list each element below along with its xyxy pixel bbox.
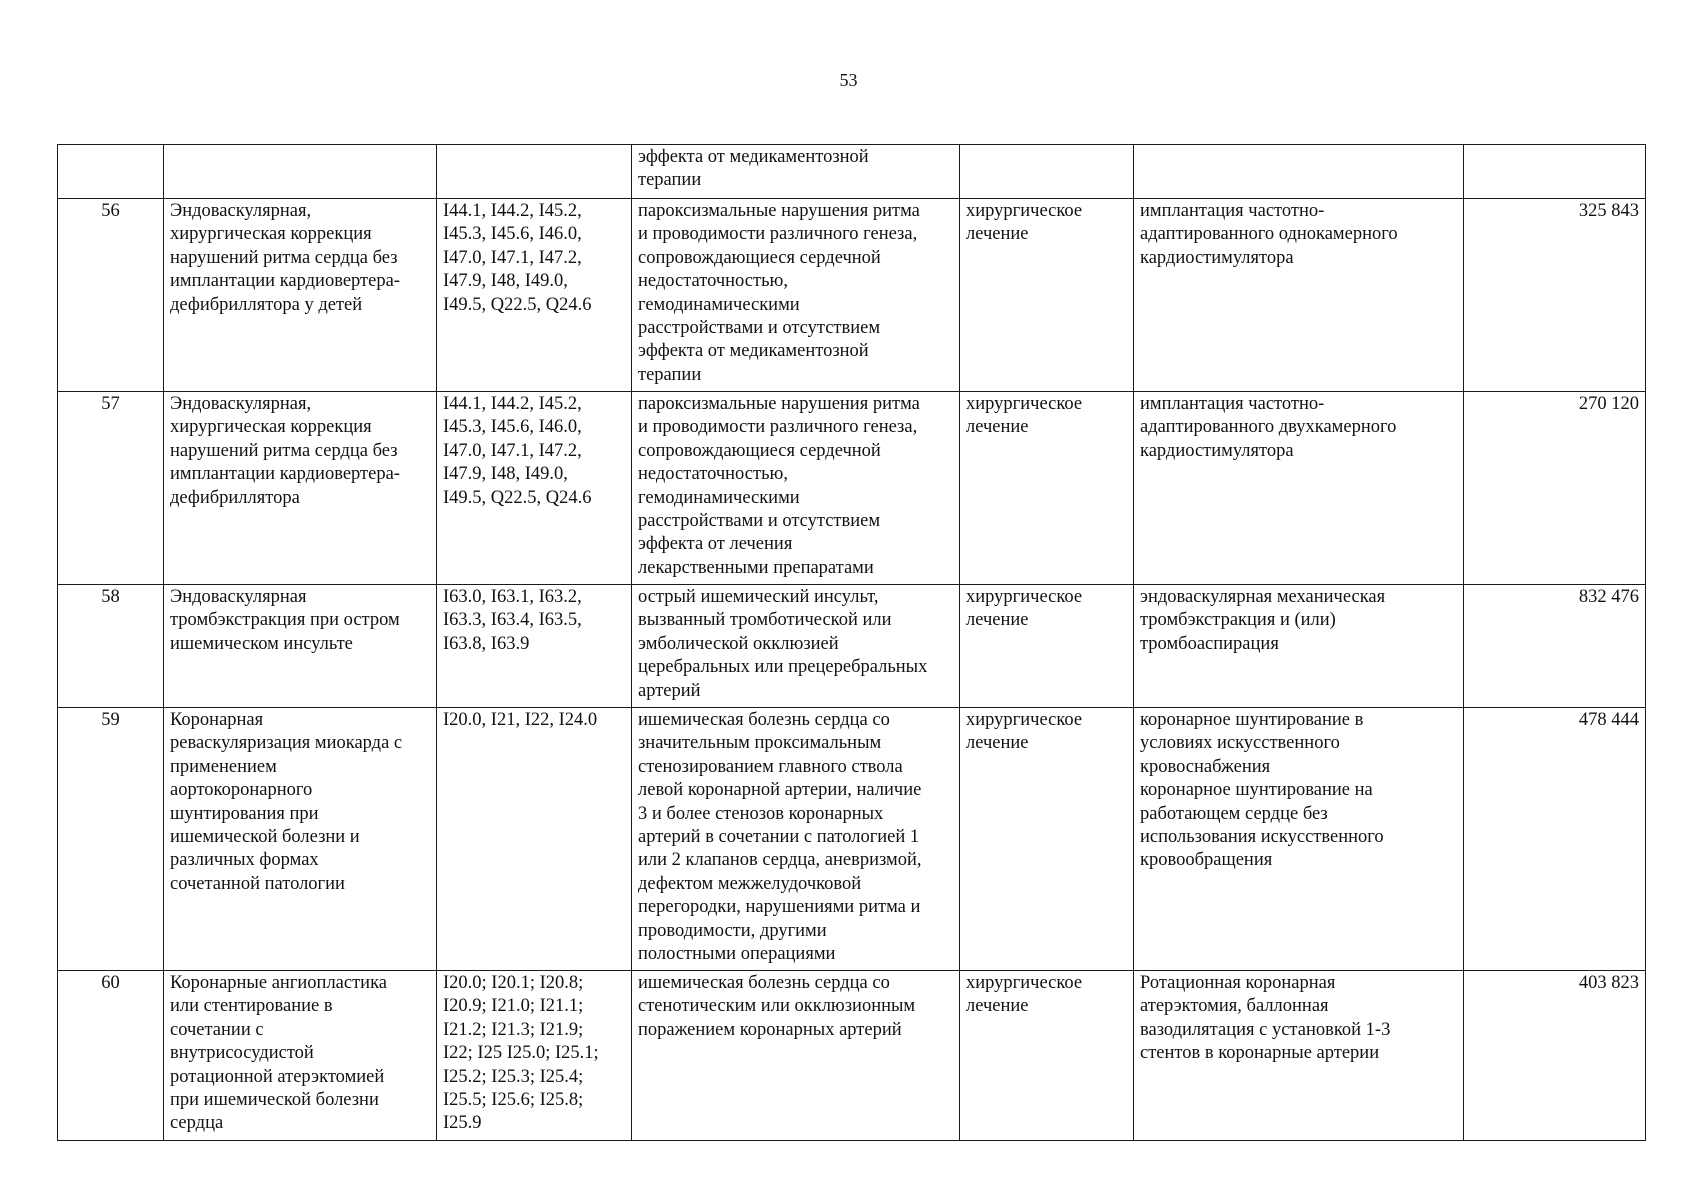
cell-codes: I63.0, I63.1, I63.2, I63.3, I63.4, I63.5, I63.8, I63.9 <box>437 585 632 708</box>
cell-codes: I44.1, I44.2, I45.2, I45.3, I45.6, I46.0, I47.0, I47.1, I47.2, I47.9, I48, I49.0, I49.5, Q22.5, Q24.6 <box>437 392 632 585</box>
cell-name: Эндоваскулярная, хирургическая коррекция нарушений ритма сердца без имплантации кардиовертера- дефибриллятора у детей <box>164 199 437 392</box>
cell-price: 325 843 <box>1464 199 1646 392</box>
cell-treatment-type: хирургическое лечение <box>960 971 1134 1141</box>
cell-treatment-type: хирургическое лечение <box>960 392 1134 585</box>
table-row-continuation <box>58 145 1646 199</box>
cell-method: Ротационная коронарная атерэктомия, баллонная вазодилятация с установкой 1-3 стентов в коронарные артерии <box>1134 971 1464 1141</box>
cell-num: 56 <box>58 199 164 392</box>
cell-model: пароксизмальные нарушения ритма и проводимости различного генеза, сопровождающиеся сердечной недостаточностью, гемодинамическими расстройствами и отсутствием эффекта от лечения лекарственными препаратами <box>632 392 960 585</box>
table-row <box>58 199 1646 392</box>
cell-codes: I44.1, I44.2, I45.2, I45.3, I45.6, I46.0, I47.0, I47.1, I47.2, I47.9, I48, I49.0, I49.5, Q22.5, Q24.6 <box>437 199 632 392</box>
cell-name: Эндоваскулярная, хирургическая коррекция нарушений ритма сердца без имплантации кардиовертера- дефибриллятора <box>164 392 437 585</box>
cell-codes: I20.0, I21, I22, I24.0 <box>437 708 632 971</box>
cell-price: 832 476 <box>1464 585 1646 708</box>
cell-price: 403 823 <box>1464 971 1646 1141</box>
cell-name: Коронарные ангиопластика или стентирование в сочетании с внутрисосудистой ротационной атерэктомией при ишемической болезни сердца <box>164 971 437 1141</box>
cell-codes: I20.0; I20.1; I20.8; I20.9; I21.0; I21.1; I21.2; I21.3; I21.9; I22; I25 I25.0; I25.1; I25.2; I25.3; I25.4; I25.5; I25.6; I25.8; I25.9 <box>437 971 632 1141</box>
table-row <box>58 708 1646 971</box>
cell-price: 478 444 <box>1464 708 1646 971</box>
page-number: 53 <box>839 70 858 90</box>
cell-num: 59 <box>58 708 164 971</box>
cell-model: пароксизмальные нарушения ритма и проводимости различного генеза, сопровождающиеся сердечной недостаточностью, гемодинамическими расстройствами и отсутствием эффекта от медикаментозной терапии <box>632 199 960 392</box>
table-row <box>58 392 1646 585</box>
cell-method: коронарное шунтирование в условиях искусственного кровоснабжения коронарное шунтирование на работающем сердце без использования искусственного кровообращения <box>1134 708 1464 971</box>
cell-num <box>58 145 164 199</box>
cell-model: острый ишемический инсульт, вызванный тромботической или эмболической окклюзией церебральных или прецеребральных артерий <box>632 585 960 708</box>
cell-method: эндоваскулярная механическая тромбэкстракция и (или) тромбоаспирация <box>1134 585 1464 708</box>
table-row <box>58 971 1646 1141</box>
medical-procedures-table <box>57 144 1646 1141</box>
cell-codes <box>437 145 632 199</box>
cell-model: ишемическая болезнь сердца со значительным проксимальным стенозированием главного ствола левой коронарной артерии, наличие 3 и более стенозов коронарных артерий в сочетании с патологией 1 или 2 клапанов сердца, аневризмой, дефектом межжелудочковой перегородки, нарушениями ритма и проводимости, другими полостными операциями <box>632 708 960 971</box>
cell-model: эффекта от медикаментозной терапии <box>632 145 960 199</box>
cell-name: Коронарная реваскуляризация миокарда с применением аортокоронарного шунтирования при ишемической болезни и различных формах сочетанной патологии <box>164 708 437 971</box>
cell-model: ишемическая болезнь сердца со стенотическим или окклюзионным поражением коронарных артерий <box>632 971 960 1141</box>
cell-method: имплантация частотно- адаптированного двухкамерного кардиостимулятора <box>1134 392 1464 585</box>
cell-treatment-type: хирургическое лечение <box>960 708 1134 971</box>
cell-treatment-type: хирургическое лечение <box>960 585 1134 708</box>
cell-method: имплантация частотно- адаптированного однокамерного кардиостимулятора <box>1134 199 1464 392</box>
table-row <box>58 585 1646 708</box>
cell-treatment-type: хирургическое лечение <box>960 199 1134 392</box>
cell-num: 60 <box>58 971 164 1141</box>
cell-name: Эндоваскулярная тромбэкстракция при остром ишемическом инсульте <box>164 585 437 708</box>
cell-num: 58 <box>58 585 164 708</box>
cell-name <box>164 145 437 199</box>
cell-treatment-type <box>960 145 1134 199</box>
cell-price: 270 120 <box>1464 392 1646 585</box>
cell-num: 57 <box>58 392 164 585</box>
cell-method <box>1134 145 1464 199</box>
cell-price <box>1464 145 1646 199</box>
